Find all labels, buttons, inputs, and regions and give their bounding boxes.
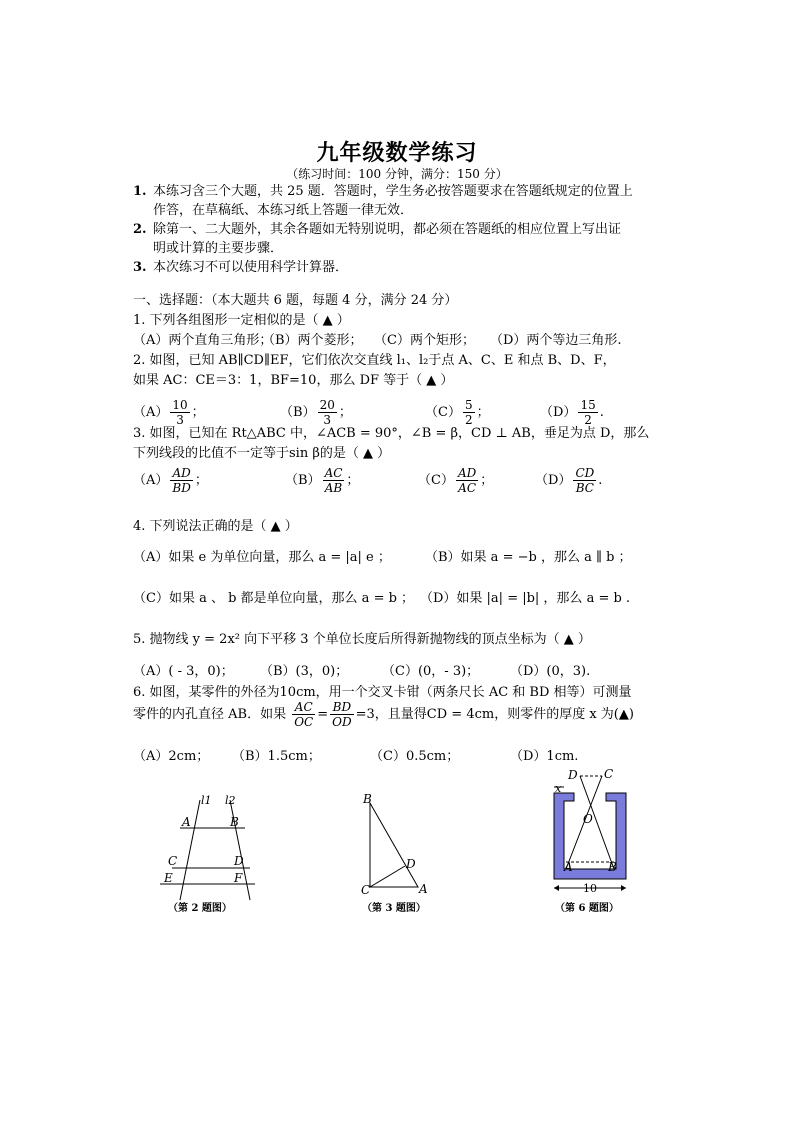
q6-line2-end: =3，且量得CD = 4cm，则零件的厚度 x 为(▲): [355, 707, 634, 722]
q6-frac1-den: OC: [294, 715, 314, 729]
q6-frac2-den: OD: [332, 715, 352, 729]
q3-opt-a: [133, 466, 208, 495]
figure-q2-caption: （第 2 题图）: [168, 903, 232, 914]
q3-opt-c-tail: ；: [480, 473, 494, 488]
figure-q6: [540, 766, 640, 901]
q3-opt-c-den: AC: [458, 481, 477, 495]
label-b: B: [230, 815, 239, 829]
label-l1: l1: [201, 794, 212, 807]
q2-opt-b-num: 20: [319, 398, 335, 412]
q3-opt-d-tail: .: [598, 473, 603, 488]
q2-opt-b: [280, 398, 352, 427]
section-heading: 一、选择题：（本大题共 6 题，每题 4 分，满分 24 分）: [133, 293, 458, 308]
q2-opt-d-label: （D）: [540, 405, 577, 420]
q3-opt-a-num: AD: [170, 466, 192, 481]
q6-opt-b: （B）1.5cm；: [232, 749, 321, 764]
q6-eq: =: [317, 707, 329, 722]
q2-opt-d-den: 2: [584, 413, 592, 427]
q3-opt-c-frac: [456, 466, 478, 495]
q4-opt-b: （B）如果 a = −b ，那么 a ∥ b ；: [425, 550, 632, 565]
segment-cd: [370, 866, 405, 887]
q2-opt-a-den: 3: [176, 413, 184, 427]
q6-opt-c: （C）0.5cm；: [370, 749, 460, 764]
q3-opt-b-den: AB: [324, 481, 343, 495]
q6-line1: 6. 如图，某零件的外径为10cm，用一个交叉卡钳（两条尺长 AC 和 BD 相等）可测量: [133, 685, 632, 700]
q3-opt-d: [535, 466, 602, 495]
label-c: C: [361, 883, 371, 897]
q3-line2: 下列线段的比值不一定等于sin β的是（ ▲ ）: [133, 446, 391, 461]
page-subtitle: （练习时间：100 分钟，满分：150 分）: [286, 167, 508, 181]
note-2-num: 2.: [133, 222, 147, 237]
q4-opt-d: （D）如果 |a| = |b| ，那么 a = b .: [420, 591, 631, 606]
figure-q3-caption: （第 3 题图）: [362, 903, 426, 914]
arrow-left-icon: [554, 885, 559, 891]
q2-opt-a-frac: [170, 398, 189, 427]
q2-opt-b-tail: ；: [338, 405, 352, 420]
label-d: D: [406, 857, 416, 871]
q6-frac-bd-od: [330, 700, 353, 729]
q3-line1: 3. 如图，已知在 Rt△ABC 中，∠ACB = 90°，∠B = β，CD ⊥ AB，垂足为点 D，那么: [133, 426, 650, 441]
q2-opt-c: [425, 398, 490, 427]
label-e: E: [164, 871, 173, 885]
q2-opt-d-num: 15: [580, 398, 596, 412]
label-l2: l2: [225, 794, 236, 807]
q5-opt-a: （A）( - 3，0)；: [133, 664, 234, 679]
q3-opt-a-den: BD: [172, 481, 191, 495]
q3-opt-a-frac: [170, 466, 192, 495]
q2-opt-b-frac: [318, 398, 337, 427]
q2-opt-a-num: 10: [172, 398, 188, 412]
label-c: C: [168, 854, 178, 868]
q1-opt-c: （C）两个矩形；: [374, 333, 475, 348]
label-o: O: [583, 812, 593, 826]
q3-opt-c: [418, 466, 493, 495]
q1-opt-a: （A）两个直角三角形；: [133, 333, 273, 348]
figure-q3: [355, 790, 435, 900]
q2-opt-a: [133, 398, 205, 427]
q2-opt-c-tail: ；: [476, 405, 490, 420]
q5-stem: 5. 抛物线 y = 2x² 向下平移 3 个单位长度后所得新抛物线的顶点坐标为（ ▲ ）: [133, 632, 591, 647]
figure-q6-caption: （第 6 题图）: [555, 903, 619, 914]
q3-opt-b-frac: [323, 466, 345, 495]
q3-opt-b-num: AC: [324, 466, 343, 480]
q2-opt-b-den: 3: [323, 413, 332, 427]
q4-stem: 4. 下列说法正确的是（ ▲ ）: [133, 519, 298, 534]
q5-opt-d: （D）(0，3).: [510, 664, 591, 679]
arrow-right-icon: [621, 885, 626, 891]
q3-opt-b-label: （B）: [285, 473, 321, 488]
q6-frac-ac-oc: [292, 700, 315, 729]
q3-opt-c-label: （C）: [418, 473, 454, 488]
label-a: A: [419, 882, 428, 896]
figure-q2: [150, 788, 260, 903]
q3-opt-d-label: （D）: [535, 473, 572, 488]
q1-stem: 1. 下列各组图形一定相似的是（ ▲ ）: [133, 313, 350, 328]
label-b: B: [363, 792, 372, 806]
q2-opt-d-frac: [578, 398, 597, 427]
q6-line2-start: 零件的内孔直径 AB．如果: [133, 707, 287, 722]
note-2-line2: 明或计算的主要步骤．: [153, 241, 284, 256]
label-b: B: [608, 860, 617, 874]
triangle-abc: [370, 803, 418, 887]
q2-opt-c-num: 5: [464, 398, 473, 412]
q5-opt-b: （B）(3，0)；: [260, 664, 349, 679]
label-a: A: [564, 860, 573, 874]
note-2-line1: 除第一、二大题外，其余各题如无特别说明，都必须在答题纸的相应位置上写出证: [153, 222, 622, 237]
q3-opt-b: [285, 466, 359, 495]
q2-opt-c-den: 2: [464, 413, 473, 427]
q1-opt-d: （D）两个等边三角形.: [490, 333, 622, 348]
q2-opt-d: [540, 398, 604, 427]
note-1-num: 1.: [133, 184, 147, 199]
note-1-line2: 作答，在草稿纸、本练习纸上答题一律无效．: [153, 203, 414, 218]
label-f: F: [234, 871, 243, 885]
q6-opt-a: （A）2cm；: [133, 749, 210, 764]
q3-opt-c-num: AD: [457, 466, 477, 480]
q3-opt-a-label: （A）: [133, 473, 169, 488]
q2-opt-a-tail: ；: [191, 405, 205, 420]
q6-opt-d: （D）1cm.: [510, 749, 579, 764]
q5-opt-c: （C）(0，- 3)；: [382, 664, 480, 679]
q2-opt-d-tail: .: [599, 405, 604, 420]
q3-opt-a-tail: ；: [194, 473, 208, 488]
label-d: D: [568, 768, 578, 782]
q2-opt-b-label: （B）: [280, 405, 316, 420]
note-1-line1: 本练习含三个大题，共 25 题．答题时，学生务必按答题要求在答题纸规定的位置上: [153, 184, 633, 199]
label-c: C: [604, 767, 614, 781]
page-title: 九年级数学练习: [316, 140, 478, 166]
q6-frac1-num: AC: [292, 700, 315, 715]
label-a: A: [182, 815, 191, 829]
q2-opt-c-label: （C）: [425, 405, 461, 420]
q2-line2: 如果 AC：CE＝3：1，BF=10，那么 DF 等于（ ▲ ）: [133, 373, 454, 388]
q3-opt-d-den: BC: [575, 481, 594, 495]
label-x: x: [555, 782, 562, 795]
q6-line2: [133, 700, 634, 729]
q2-opt-c-frac: [463, 398, 475, 427]
q3-opt-d-frac: [573, 466, 596, 495]
q3-opt-b-tail: ；: [346, 473, 360, 488]
note-3-num: 3.: [133, 260, 147, 275]
q2-opt-a-label: （A）: [133, 405, 169, 420]
q6-frac2-num: BD: [330, 700, 353, 715]
label-d: D: [234, 854, 244, 868]
q2-line1: 2. 如图，已知 AB∥CD∥EF，它们依次交直线 l₁、l₂于点 A、C、E 和点 B、D、F，: [133, 353, 616, 368]
q1-opt-b: （B）两个菱形；: [262, 333, 363, 348]
q3-opt-d-num: CD: [575, 466, 595, 480]
note-3-line1: 本次练习不可以使用科学计算器．: [153, 260, 349, 275]
q4-opt-a: （A）如果 e 为单位向量，那么 a = |a| e ；: [133, 550, 391, 565]
label-10: 10: [583, 882, 597, 895]
q4-opt-c: （C）如果 a 、 b 都是单位向量，那么 a = b ；: [133, 591, 415, 606]
